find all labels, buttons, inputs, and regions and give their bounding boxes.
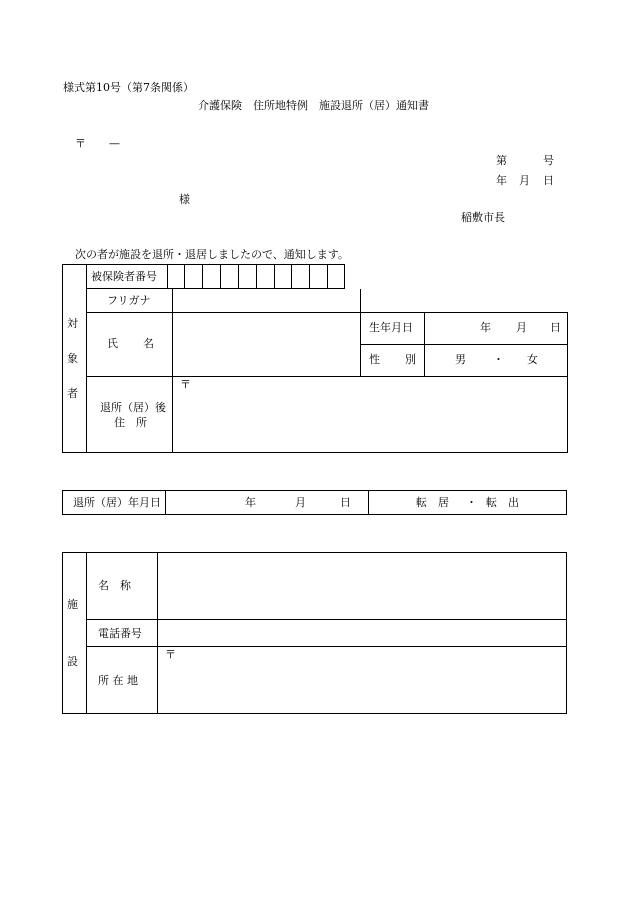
address-input[interactable]	[176, 392, 562, 448]
postal-mark: 〒	[75, 137, 86, 150]
exit-year: 年	[245, 496, 256, 509]
sex-option-male[interactable]: 男	[455, 353, 466, 366]
facility-postal-mark: 〒	[165, 648, 176, 661]
recipient-suffix: 様	[179, 193, 190, 206]
facility-side-label-1: 施	[67, 598, 78, 611]
side-label-1: 対	[67, 317, 78, 330]
birth-month: 月	[516, 321, 527, 334]
address-postal-mark: 〒	[180, 378, 191, 391]
sex-option-female[interactable]: 女	[527, 353, 538, 366]
postal-dash: —	[109, 137, 120, 150]
sex-label-1: 性	[369, 353, 380, 366]
form-number: 様式第10号（第7条関係）	[63, 81, 194, 94]
side-label-2: 象	[67, 352, 78, 365]
facility-phone-input[interactable]	[161, 622, 563, 642]
facility-name-label: 名 称	[98, 579, 131, 592]
number-suffix: 号	[543, 154, 554, 167]
facility-address-input[interactable]	[161, 662, 563, 710]
number-prefix: 第	[496, 154, 507, 167]
issue-month: 月	[519, 174, 530, 187]
intro-text: 次の者が施設を退所・退居しましたので、通知します。	[75, 248, 349, 261]
birthdate-label: 生年月日	[369, 321, 413, 334]
exit-date-label: 退所（居）年月日	[73, 496, 161, 509]
sender-name: 稲敷市長	[461, 211, 505, 224]
name-input[interactable]	[176, 316, 356, 372]
sex-option-separator: ・	[493, 353, 504, 366]
address-label-line1: 退所（居）後	[100, 401, 166, 414]
facility-name-input[interactable]	[161, 556, 563, 616]
exit-month: 月	[295, 496, 306, 509]
name-label-1: 氏	[107, 337, 118, 350]
sex-label-2: 別	[405, 353, 416, 366]
facility-address-label: 所 在 地	[98, 674, 138, 687]
furigana-label: フリガナ	[107, 294, 151, 307]
document-title: 介護保険 住所地特例 施設退所（居）通知書	[198, 99, 429, 112]
exit-day: 日	[340, 496, 351, 509]
birth-day: 日	[550, 321, 561, 334]
option-move[interactable]: 転 居	[416, 496, 449, 509]
option-transfer-out[interactable]: 転 出	[486, 496, 519, 509]
facility-side-label-2: 設	[67, 655, 78, 668]
option-separator: ・	[466, 496, 477, 509]
side-label-3: 者	[67, 387, 78, 400]
address-label-line2: 住 所	[114, 416, 147, 429]
birth-year: 年	[480, 321, 491, 334]
insured-number-label: 被保険者番号	[91, 270, 157, 283]
name-label-2: 名	[143, 337, 154, 350]
issue-day: 日	[543, 174, 554, 187]
facility-phone-label: 電話番号	[98, 627, 142, 640]
issue-year: 年	[496, 174, 507, 187]
furigana-input[interactable]	[176, 293, 356, 309]
